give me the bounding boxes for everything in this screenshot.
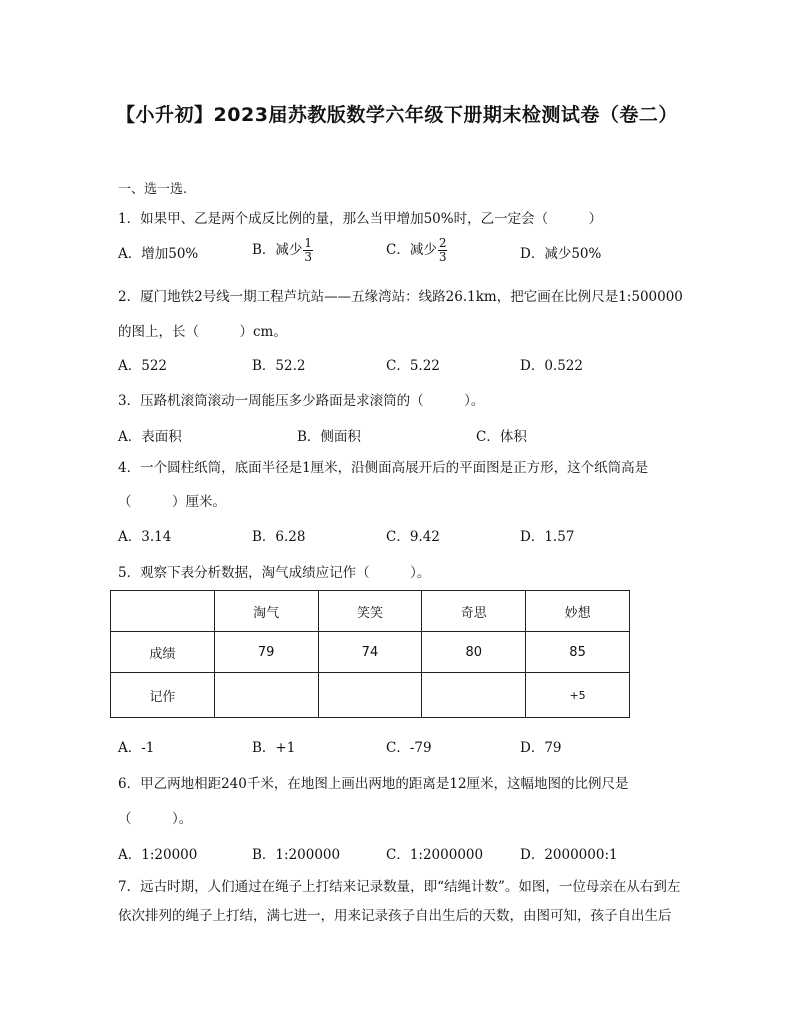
option-b[interactable]: B．+1: [252, 740, 296, 756]
section-heading: 一、选一选.: [118, 182, 188, 197]
option-d[interactable]: D．79: [520, 740, 562, 756]
table-cell: 80: [422, 632, 526, 673]
option-b[interactable]: [252, 237, 313, 264]
table-row: [111, 673, 630, 718]
table-header-row: [111, 591, 630, 632]
option-d[interactable]: D．2000000:1: [520, 847, 618, 863]
table-cell: [214, 673, 318, 718]
table-cell: [111, 591, 215, 632]
question-3-options: [118, 425, 678, 447]
option-c[interactable]: C．9.42: [386, 529, 440, 545]
option-c[interactable]: C．1:2000000: [386, 847, 484, 863]
fraction-denominator: 3: [304, 250, 313, 264]
option-b[interactable]: B．1:200000: [252, 847, 341, 863]
question-1-stem: 1．如果甲、乙是两个成反比例的量，那么当甲增加50%时，乙一定会（ ）: [118, 211, 603, 227]
option-c[interactable]: C．体积: [476, 429, 527, 445]
row-label: 记作: [111, 673, 215, 718]
fraction-one-third: [303, 237, 313, 264]
question-5-options: [118, 736, 678, 758]
table-cell: +5: [526, 673, 630, 718]
fraction-two-thirds: [438, 237, 448, 264]
option-a[interactable]: A．表面积: [118, 429, 182, 445]
question-4-stem-line1: 4．一个圆柱纸筒，底面半径是1厘米，沿侧面高展开后的平面图是正方形，这个纸筒高是: [118, 460, 649, 476]
option-b[interactable]: B．52.2: [252, 358, 306, 374]
fraction-numerator: 1: [304, 236, 313, 250]
page-title: 【小升初】2023届苏教版数学六年级下册期末检测试卷（卷二）: [116, 104, 678, 126]
option-d[interactable]: D．减少50%: [520, 246, 602, 262]
table-header-cell: 奇思: [422, 591, 526, 632]
question-6-options: [118, 843, 678, 865]
option-a[interactable]: A．522: [118, 358, 168, 374]
question-7-stem-line2: 依次排列的绳子上打结，满七进一，用来记录孩子自出生后的天数，由图可知，孩子自出生后: [118, 908, 672, 924]
fraction-denominator: 3: [438, 250, 447, 264]
table-cell: 79: [214, 632, 318, 673]
question-6-stem-line1: 6．甲乙两地相距240千米，在地图上画出两地的距离是12厘米，这幅地图的比例尺是: [118, 776, 629, 792]
question-6-stem-line2: （ ）。: [118, 811, 193, 827]
option-a[interactable]: A．3.14: [118, 529, 172, 545]
option-a[interactable]: A．-1: [118, 740, 155, 756]
table-row: [111, 632, 630, 673]
option-b-text: B．减少: [252, 242, 303, 258]
table-cell: 74: [318, 632, 422, 673]
table-header-cell: 淘气: [214, 591, 318, 632]
option-d[interactable]: D．0.522: [520, 358, 583, 374]
option-c[interactable]: [386, 237, 447, 264]
table-cell: 85: [526, 632, 630, 673]
option-a[interactable]: A．1:20000: [118, 847, 198, 863]
fraction-numerator: 2: [438, 236, 447, 250]
question-2-options: [118, 354, 678, 376]
option-a[interactable]: A．增加50%: [118, 246, 199, 262]
option-b[interactable]: B．6.28: [252, 529, 306, 545]
question-4-options: [118, 525, 678, 547]
question-2-stem-line2: 的图上，长（ ）cm。: [118, 324, 287, 340]
question-7-stem-line1: 7．远古时期，人们通过在绳子上打结来记录数量，即“结绳计数”。如图，一位母亲在从右到左: [118, 879, 681, 895]
option-c[interactable]: C．-79: [386, 740, 432, 756]
question-1-options: [118, 236, 678, 264]
question-5-stem: 5．观察下表分析数据，淘气成绩应记作（ ）。: [118, 565, 431, 581]
row-label: 成绩: [111, 632, 215, 673]
table-header-cell: 笑笑: [318, 591, 422, 632]
option-b[interactable]: B．侧面积: [297, 429, 361, 445]
question-2-stem-line1: 2．厦门地铁2号线一期工程芦坑站——五缘湾站：线路26.1km，把它画在比例尺是1:500000: [118, 289, 683, 305]
table-header-cell: 妙想: [526, 591, 630, 632]
option-c[interactable]: C．5.22: [386, 358, 440, 374]
score-table: [110, 590, 630, 718]
question-3-stem: 3．压路机滚筒滚动一周能压多少路面是求滚筒的（ ）。: [118, 393, 485, 409]
option-c-text: C．减少: [386, 242, 437, 258]
table-cell: [422, 673, 526, 718]
table-cell: [318, 673, 422, 718]
option-d[interactable]: D．1.57: [520, 529, 575, 545]
question-4-stem-line2: （ ）厘米。: [118, 494, 226, 510]
